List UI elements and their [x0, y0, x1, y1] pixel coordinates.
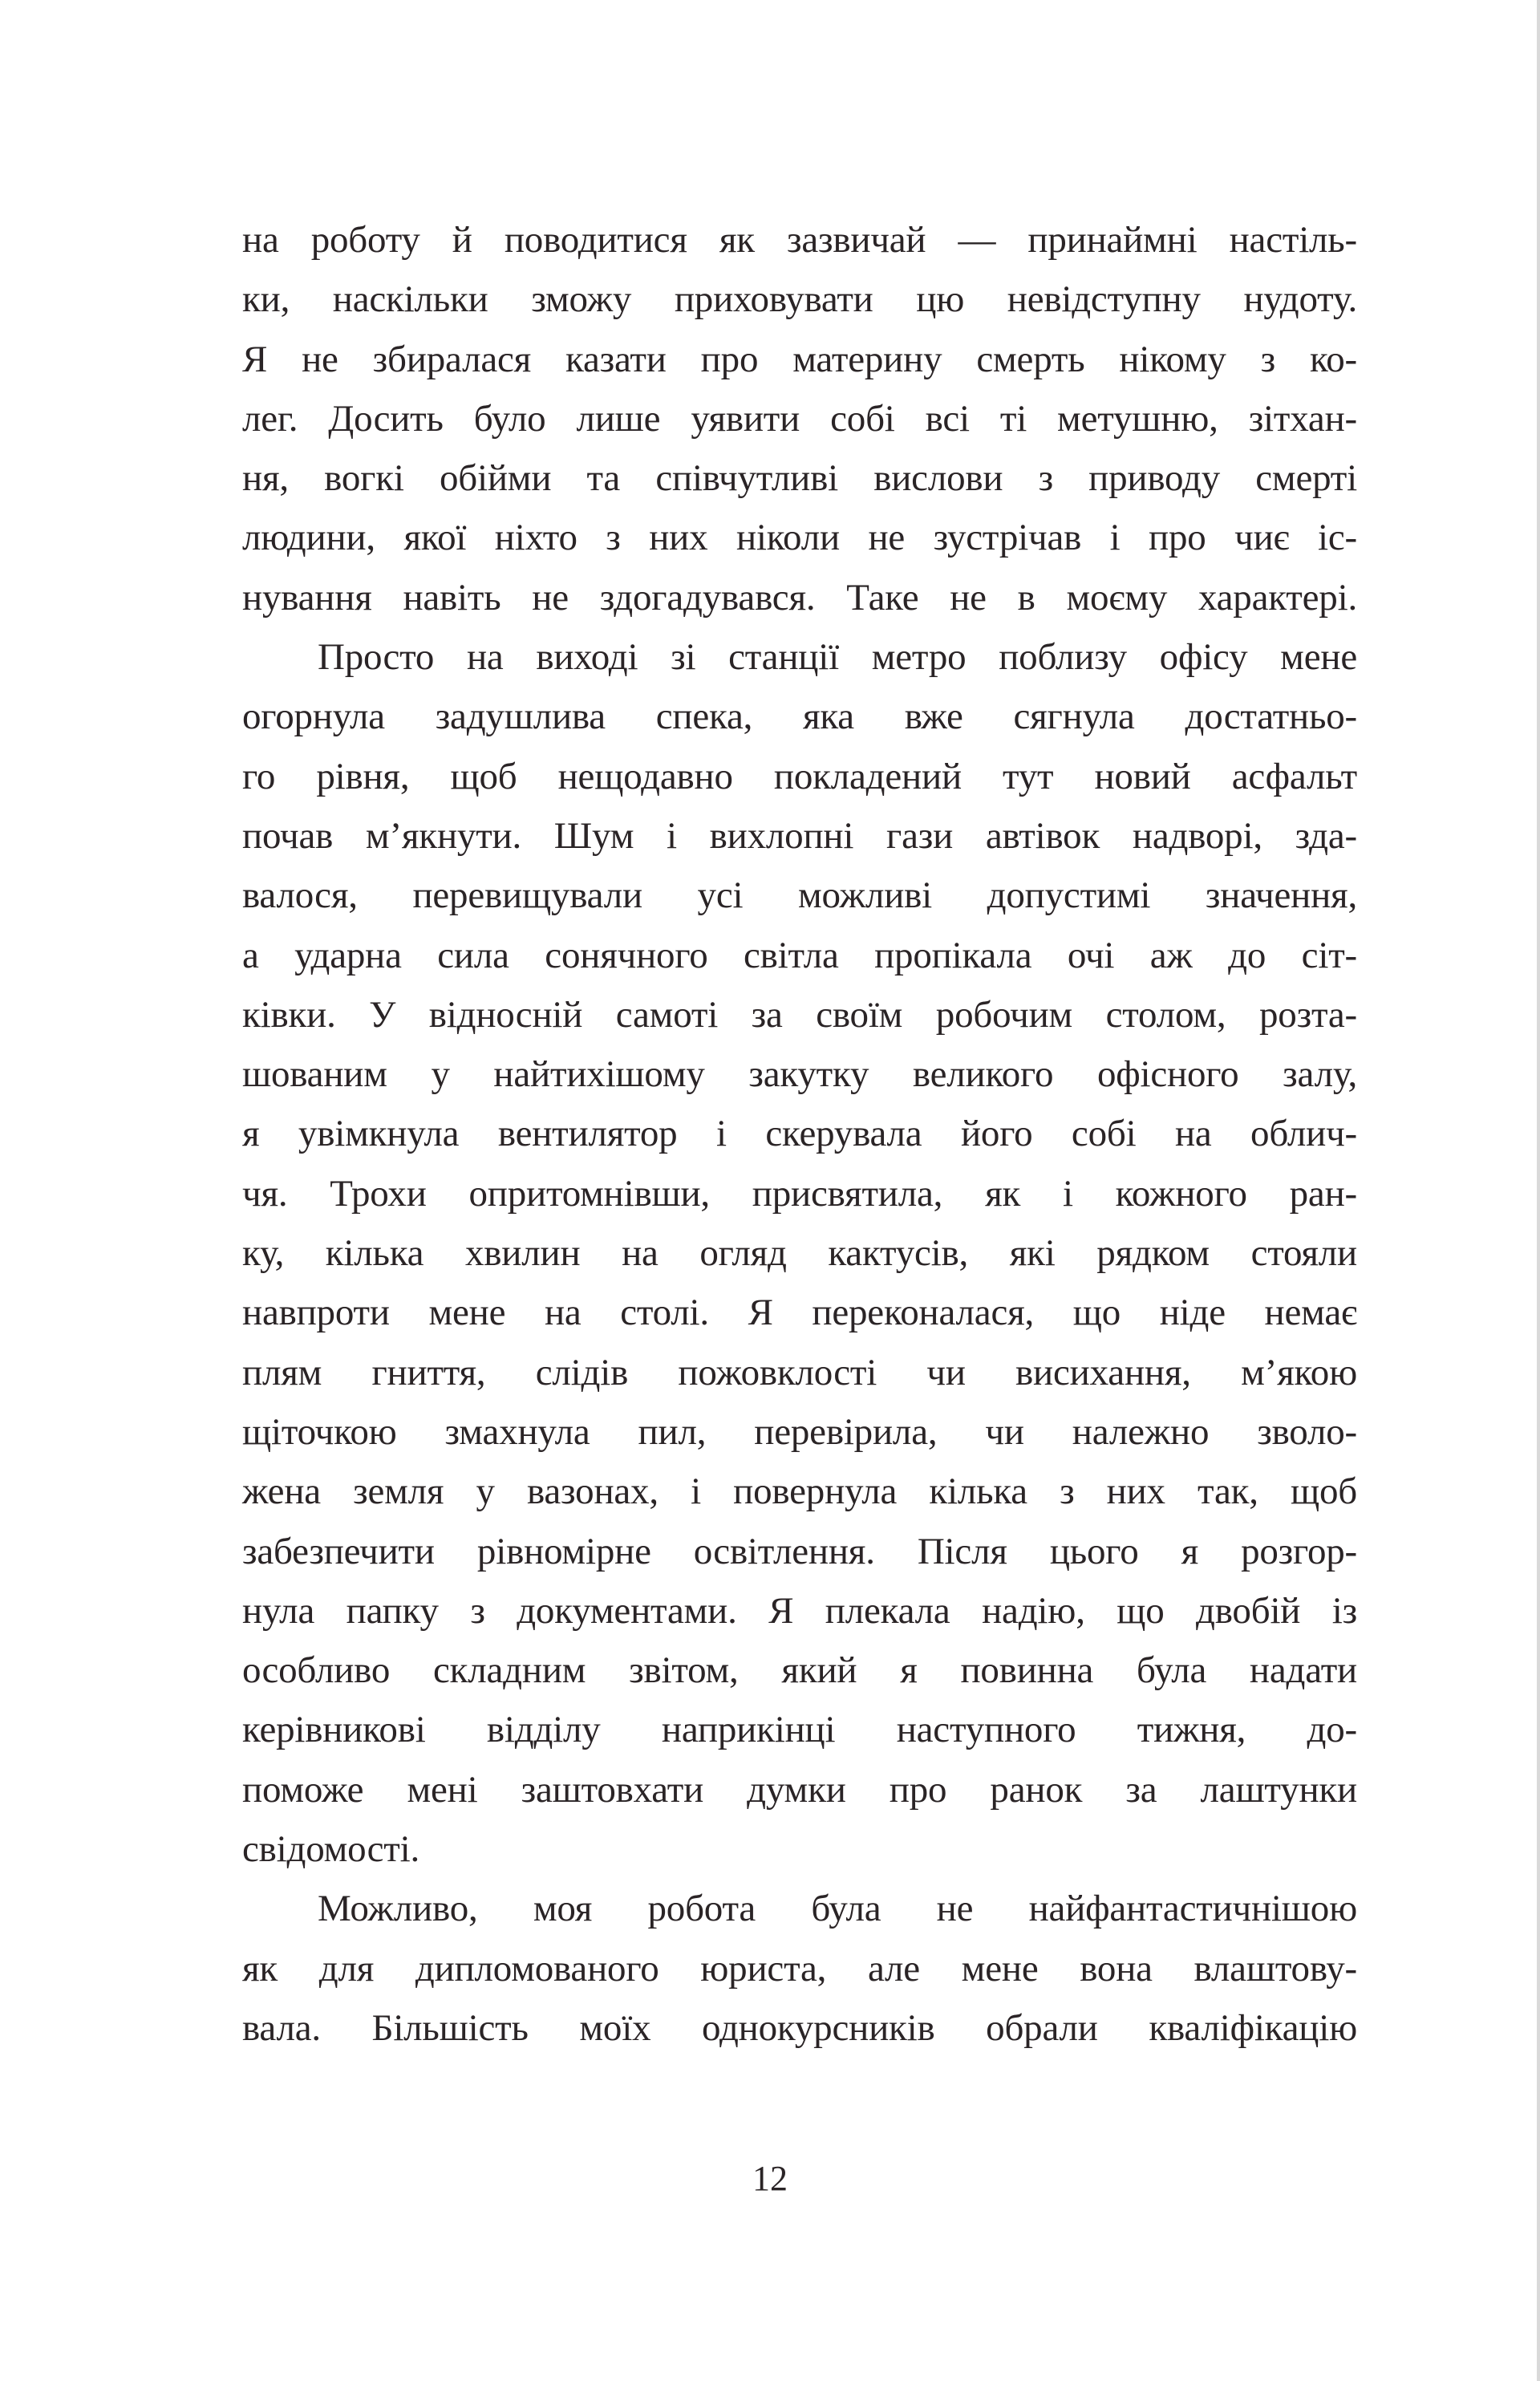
text-line: чя. Трохи опритомнівши, присвятила, як і кожного ран- [242, 1172, 1357, 1215]
text-line: валося, перевищували усі можливі допустимі значення, [242, 874, 1357, 917]
text-line: огорнула задушлива спека, яка вже сягнула достатньо- [242, 696, 1357, 738]
text-line: вала. Більшість моїх однокурсників обрали кваліфікацію [242, 2006, 1357, 2049]
text-line: забезпечити рівномірне освітлення. Після цього я розгор- [242, 1530, 1357, 1572]
text-line: лег. Досить було лише уявити собі всі ті метушню, зітхан- [242, 397, 1357, 440]
text-line: на роботу й поводитися як зазвичай — принаймні настіль- [242, 219, 1357, 261]
text-line: навпроти мене на столі. Я переконалася, що ніде немає [242, 1292, 1357, 1334]
paragraph [242, 627, 1357, 1879]
text-line: плям гниття, слідів пожовклості чи висихання, м’якою [242, 1351, 1357, 1393]
text-line: Я не збиралася казати про материну смерть нікому з ко- [242, 338, 1357, 380]
text-line: шованим у найтихішому закутку великого офісного залу, [242, 1053, 1357, 1096]
text-line: ківки. У відносній самоті за своїм робочим столом, розта- [242, 993, 1357, 1036]
text-line: людини, якої ніхто з них ніколи не зустрічав і про чиє іс- [242, 517, 1357, 559]
body-text [242, 210, 1357, 2058]
page-number: 12 [752, 2159, 788, 2198]
text-line: го рівня, щоб нещодавно покладений тут новий асфальт [242, 755, 1357, 797]
paragraph [242, 210, 1357, 627]
text-line: щіточкою змахнула пил, перевірила, чи належно зволо- [242, 1410, 1357, 1453]
text-line: свідомості. [242, 1828, 420, 1871]
text-line: ку, кілька хвилин на огляд кактусів, які рядком стояли [242, 1232, 1357, 1275]
text-line: я увімкнула вентилятор і скерувала його собі на облич- [242, 1113, 1357, 1155]
text-line: нування навіть не здогадувався. Таке не в моєму характері. [242, 576, 1357, 619]
paragraph [242, 1879, 1357, 2058]
text-line: Просто на виході зі станції метро поблизу офісу мене [318, 636, 1357, 679]
text-line: як для дипломованого юриста, але мене вона влаштову- [242, 1947, 1357, 1990]
text-line: Можливо, моя робота була не найфантастичнішою [318, 1888, 1357, 1930]
text-line: керівникові відділу наприкінці наступного тижня, до- [242, 1709, 1357, 1751]
text-line: ки, наскільки зможу приховувати цю невідступну нудоту. [242, 278, 1357, 321]
text-line: жена земля у вазонах, і повернула кілька з них так, щоб [242, 1470, 1357, 1513]
text-line: нула папку з документами. Я плекала надію, що двобій із [242, 1589, 1357, 1632]
text-line: ня, вогкі обійми та співчутливі вислови з приводу смерті [242, 457, 1357, 500]
text-line: особливо складним звітом, який я повинна була надати [242, 1649, 1357, 1692]
text-line: а ударна сила сонячного світла пропікала очі аж до сіт- [242, 934, 1357, 976]
text-line: поможе мені заштовхати думки про ранок за лаштунки [242, 1768, 1357, 1811]
text-line: почав м’якнути. Шум і вихлопні гази автівок надворі, зда- [242, 814, 1357, 857]
